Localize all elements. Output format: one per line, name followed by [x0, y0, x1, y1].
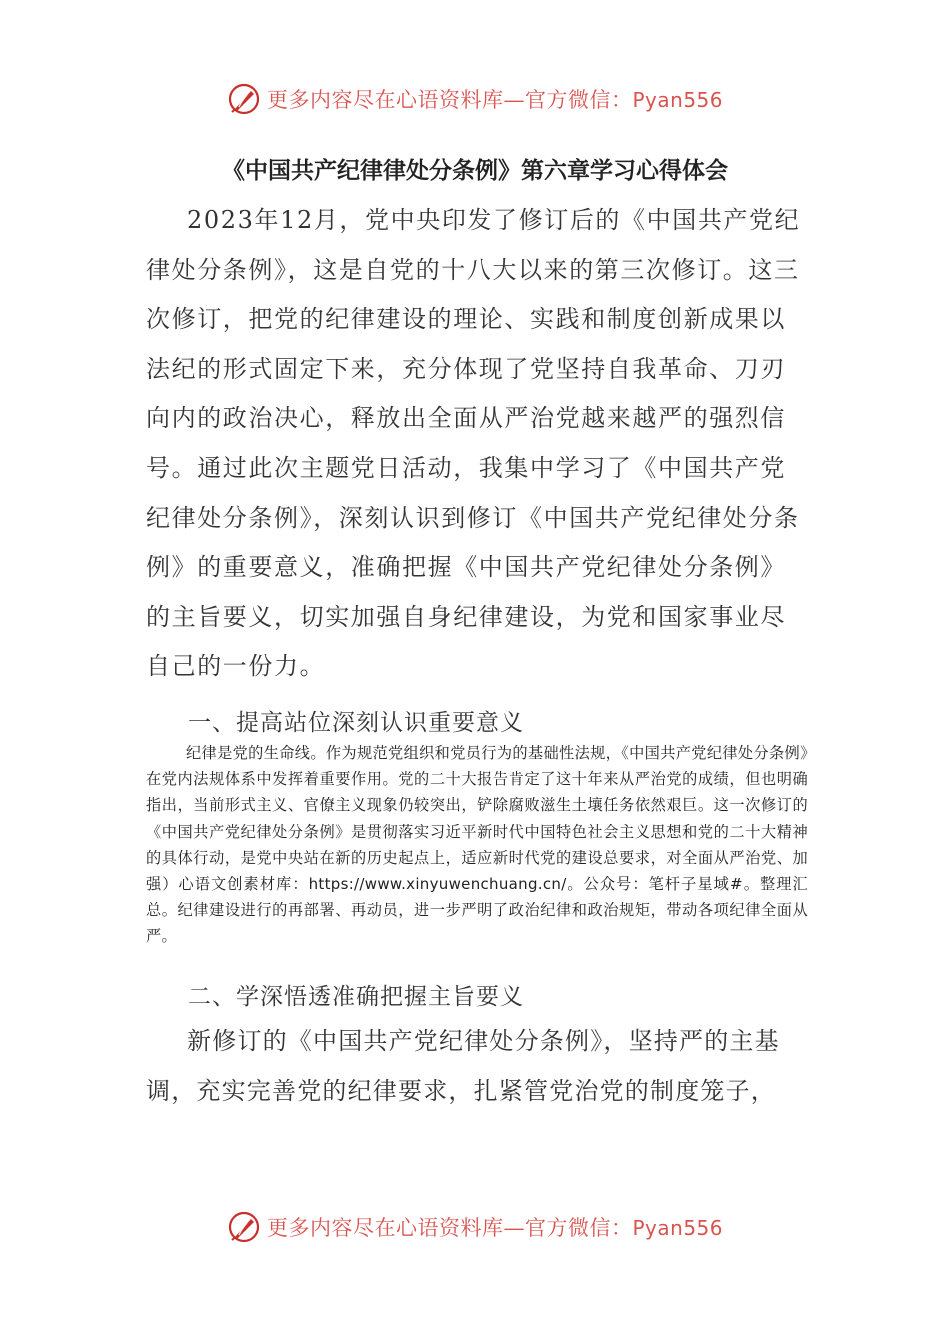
watermark-text: 更多内容尽在心语资料库—官方微信：: [266, 88, 633, 112]
quill-pen-icon: [227, 82, 261, 116]
section-heading-2: 二、学深悟透准确把握主旨要义: [188, 984, 524, 1010]
watermark-handle: Pyan556: [632, 88, 723, 112]
paragraph-section-1-text-a: 纪律是党的生命线。作为规范党组织和党员行为的基础性法规，《中国共产党纪律处分条例》在党内法规体系中发挥着重要作用。党的二十大报告肯定了这十年来从严治党的成绩，但也明确指出，当前形式主义、官僚主义现象仍较突出，铲除腐败滋生土壤任务依然艰巨。这一次修订的《中国共产党纪律处分条例》是贯彻落实习近平新时代中国特色社会主义思想和党的二十大精神的具体行动，是党中央站在新的历史起点上，适应新时代党的建设总要求，对全面从严治党、加强）心语文创素材库：: [146, 744, 808, 894]
paragraph-intro: 2023年12月，党中央印发了修订后的《中国共产党纪律处分条例》，这是自党的十八大以来的第三次修订。这三次修订，把党的纪律建设的理论、实践和制度创新成果以法纪的形式固定下来，充分体现了党坚持自我革命、刀刃向内的政治决心，释放出全面从严治党越来越严的强烈信号。通过此次主题党日活动，我集中学习了《中国共产党纪律处分条例》，深刻认识到修订《中国共产党纪律处分条例》的重要意义，准确把握《中国共产党纪律处分条例》的主旨要义，切实加强自身纪律建设，为党和国家事业尽自己的一份力。: [146, 206, 801, 681]
document-title: 《中国共产纪律律处分条例》第六章学习心得体会: [222, 158, 728, 184]
watermark-text: 更多内容尽在心语资料库—官方微信：: [266, 1216, 633, 1240]
paragraph-section-1-text-b: 。公众号：笔杆子星域#。整理汇总。纪律建设进行的再部署、再动员，进一步严明了政治纪律和政治规矩，带动各项纪律全面从严。: [146, 875, 808, 946]
quill-pen-icon: [227, 1210, 261, 1244]
paragraph-section-2: 新修订的《中国共产党纪律处分条例》，坚持严的主基调，充实完善党的纪律要求，扎紧管党治党的制度笼子，: [146, 1027, 780, 1105]
watermark-handle: Pyan556: [632, 1216, 723, 1240]
header-watermark: [0, 82, 950, 116]
footer-watermark: [0, 1210, 950, 1244]
paragraph-section-1: [146, 740, 808, 950]
section-heading-1: 一、提高站位深刻认识重要意义: [188, 710, 524, 736]
source-url-text: https://www.xinyuwenchuang.cn/: [308, 875, 567, 894]
